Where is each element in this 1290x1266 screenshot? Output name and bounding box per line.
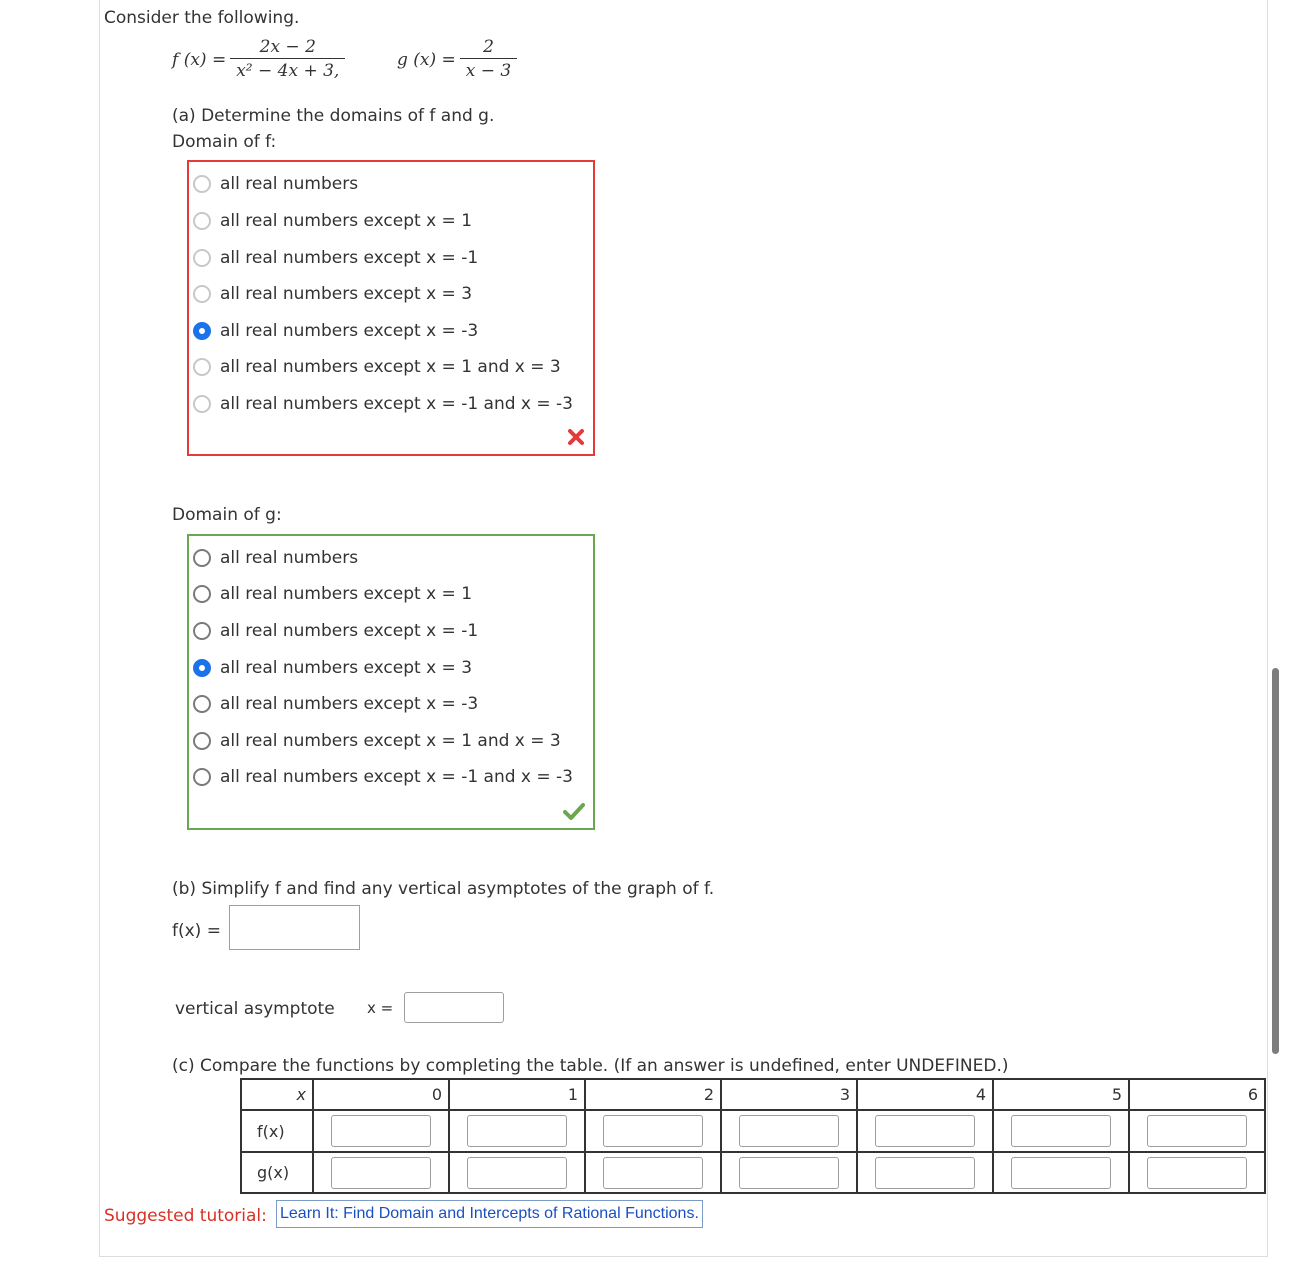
scrollbar[interactable]	[1272, 668, 1279, 1054]
domain-g-option[interactable]	[193, 691, 478, 717]
radio-button[interactable]	[193, 212, 211, 230]
domain-f-option[interactable]	[193, 245, 478, 271]
option-label: all real numbers except x = 3	[220, 284, 473, 304]
va-x-label: x =	[367, 999, 394, 1017]
x-value: 0	[313, 1079, 449, 1110]
tutorial-label: Suggested tutorial:	[104, 1206, 267, 1226]
radio-button[interactable]	[193, 395, 211, 413]
table-row-g	[241, 1152, 1265, 1193]
check-icon	[563, 802, 585, 820]
domain-f-option[interactable]	[193, 354, 561, 380]
domain-g-option[interactable]	[193, 581, 472, 607]
part-a-title: (a) Determine the domains of f and g.	[172, 106, 495, 126]
domain-g-option[interactable]	[193, 764, 573, 790]
x-value: 2	[585, 1079, 721, 1110]
cross-icon	[567, 428, 585, 446]
x-value: 5	[993, 1079, 1129, 1110]
f-value-input[interactable]	[467, 1115, 567, 1147]
x-value: 1	[449, 1079, 585, 1110]
option-label: all real numbers except x = 1 and x = 3	[220, 357, 561, 377]
radio-button[interactable]	[193, 285, 211, 303]
f-value-input[interactable]	[1147, 1115, 1247, 1147]
option-label: all real numbers except x = -3	[220, 321, 479, 341]
row-label-f: f(x)	[241, 1110, 313, 1152]
x-value: 6	[1129, 1079, 1265, 1110]
option-label: all real numbers except x = 3	[220, 658, 473, 678]
domain-f-options	[187, 160, 595, 456]
f-definition	[172, 36, 345, 83]
option-label: all real numbers except x = 1 and x = 3	[220, 731, 561, 751]
f-numerator: 2x − 2	[259, 37, 316, 57]
g-value-input[interactable]	[1147, 1157, 1247, 1189]
x-value: 4	[857, 1079, 993, 1110]
radio-button[interactable]	[193, 175, 211, 193]
radio-button[interactable]	[193, 622, 211, 640]
domain-f-option[interactable]	[193, 208, 472, 234]
prompt-text: Consider the following.	[104, 8, 300, 28]
domain-f-option[interactable]	[193, 318, 478, 344]
g-value-input[interactable]	[603, 1157, 703, 1189]
x-header: x	[241, 1079, 313, 1110]
f-lhs: f (x) =	[172, 49, 227, 70]
domain-f-option[interactable]	[193, 281, 472, 307]
fx-label: f(x) =	[172, 921, 221, 941]
f-value-input[interactable]	[739, 1115, 839, 1147]
radio-button[interactable]	[193, 585, 211, 603]
option-label: all real numbers except x = 1	[220, 211, 473, 231]
g-lhs: g (x) =	[397, 49, 456, 70]
radio-button-selected[interactable]	[193, 322, 211, 340]
f-value-input[interactable]	[603, 1115, 703, 1147]
f-fraction	[230, 36, 345, 83]
f-value-input[interactable]	[1011, 1115, 1111, 1147]
option-label: all real numbers except x = -1 and x = -3	[220, 394, 573, 414]
domain-g-option[interactable]	[193, 618, 478, 644]
g-value-input[interactable]	[331, 1157, 431, 1189]
option-label: all real numbers except x = -3	[220, 694, 479, 714]
table-header-row	[241, 1079, 1265, 1110]
domain-g-option[interactable]	[193, 655, 472, 681]
domain-f-option[interactable]	[193, 391, 573, 417]
g-value-input[interactable]	[467, 1157, 567, 1189]
radio-button[interactable]	[193, 358, 211, 376]
g-value-input[interactable]	[739, 1157, 839, 1189]
domain-f-label: Domain of f:	[172, 132, 277, 152]
f-denominator: x² − 4x + 3,	[230, 58, 345, 83]
part-c-title: (c) Compare the functions by completing the table. (If an answer is undefined, enter UNDEFINED.)	[172, 1056, 1009, 1076]
radio-button[interactable]	[193, 695, 211, 713]
domain-f-option[interactable]	[193, 171, 358, 197]
tutorial-link[interactable]: Learn It: Find Domain and Intercepts of Rational Functions.	[276, 1200, 703, 1228]
radio-button-selected[interactable]	[193, 659, 211, 677]
g-value-input[interactable]	[1011, 1157, 1111, 1189]
f-value-input[interactable]	[875, 1115, 975, 1147]
g-denominator: x − 3	[460, 58, 517, 83]
va-answer-input[interactable]	[404, 992, 504, 1023]
fx-answer-input[interactable]	[229, 905, 360, 950]
g-value-input[interactable]	[875, 1157, 975, 1189]
g-fraction	[460, 36, 517, 83]
domain-g-label: Domain of g:	[172, 505, 282, 525]
g-definition	[397, 36, 517, 83]
option-label: all real numbers	[220, 548, 359, 568]
g-numerator: 2	[483, 37, 494, 57]
option-label: all real numbers except x = -1	[220, 248, 479, 268]
domain-g-option[interactable]	[193, 728, 561, 754]
radio-button[interactable]	[193, 249, 211, 267]
vertical-asymptote-label: vertical asymptote	[175, 999, 335, 1019]
comparison-table	[240, 1078, 1266, 1194]
radio-button[interactable]	[193, 732, 211, 750]
radio-button[interactable]	[193, 549, 211, 567]
domain-g-option[interactable]	[193, 545, 358, 571]
option-label: all real numbers except x = 1	[220, 584, 473, 604]
domain-g-options	[187, 534, 595, 830]
table-row-f	[241, 1110, 1265, 1152]
row-label-g: g(x)	[241, 1152, 313, 1193]
part-b-title: (b) Simplify f and find any vertical asymptotes of the graph of f.	[172, 879, 715, 899]
option-label: all real numbers	[220, 174, 359, 194]
radio-button[interactable]	[193, 768, 211, 786]
f-value-input[interactable]	[331, 1115, 431, 1147]
option-label: all real numbers except x = -1	[220, 621, 479, 641]
x-value: 3	[721, 1079, 857, 1110]
option-label: all real numbers except x = -1 and x = -3	[220, 767, 573, 787]
